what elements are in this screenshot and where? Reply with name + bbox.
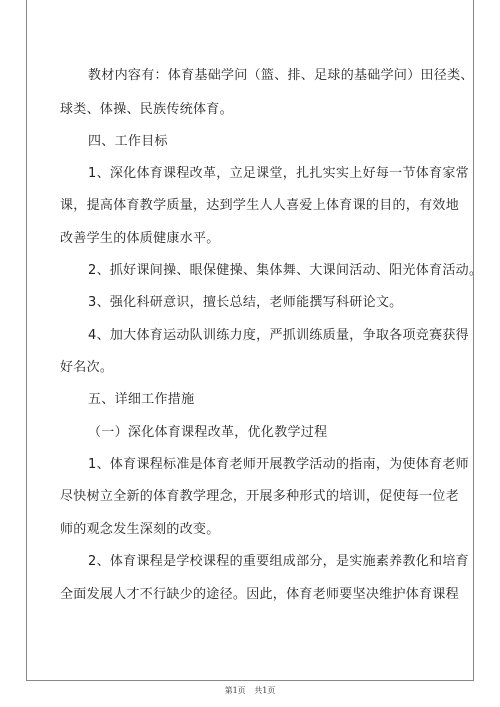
paragraph-line: 2、体育课程是学校课程的重要组成部分，是实施素养教化和培育 <box>88 554 469 569</box>
paragraph-line: 改善学生的体质健康水平。 <box>60 231 220 246</box>
paragraph-line: 好名次。 <box>60 360 114 375</box>
section-heading: 五、详细工作措施 <box>88 392 195 407</box>
paragraph-line: 全面发展人才不行缺少的途径。因此，体育老师要坚决维护体育课程 <box>60 587 460 602</box>
paragraph-line: 师的观念发生深刻的改变。 <box>60 522 220 537</box>
page-frame <box>26 0 483 681</box>
page-number: 第1页 <box>224 686 246 695</box>
paragraph-line: 课，提高体育教学质量，达到学生人人喜爱上体育课的目的，有效地 <box>60 198 460 213</box>
paragraph-line: 尽快树立全新的体育教学理念，开展多种形式的培训，促使每一位老 <box>60 489 460 504</box>
paragraph-line: 2、抓好课间操、眼保健操、集体舞、大课间活动、阳光体育活动。 <box>88 263 483 278</box>
paragraph-line: 教材内容有：体育基础学问（篮、排、足球的基础学问）田径类、 <box>88 68 474 83</box>
paragraph-line: 1、体育课程标准是体育老师开展教学活动的指南，为使体育老师 <box>88 457 469 472</box>
section-heading: 四、工作目标 <box>88 134 168 149</box>
paragraph-line: 1、深化体育课程改革，立足课堂，扎扎实实上好每一节体育家常 <box>88 166 469 181</box>
paragraph-line: 4、加大体育运动队训练力度，严抓训练质量，争取各项竞赛获得 <box>88 328 469 343</box>
paragraph-line: 3、强化科研意识，擅长总结，老师能撰写科研论文。 <box>88 295 403 310</box>
subsection-heading: （一）深化体育课程改革，优化教学过程 <box>88 425 328 440</box>
paragraph-line: 球类、体操、民族传统体育。 <box>60 102 233 117</box>
page-total: 共1页 <box>254 686 276 695</box>
page-footer <box>0 685 500 696</box>
